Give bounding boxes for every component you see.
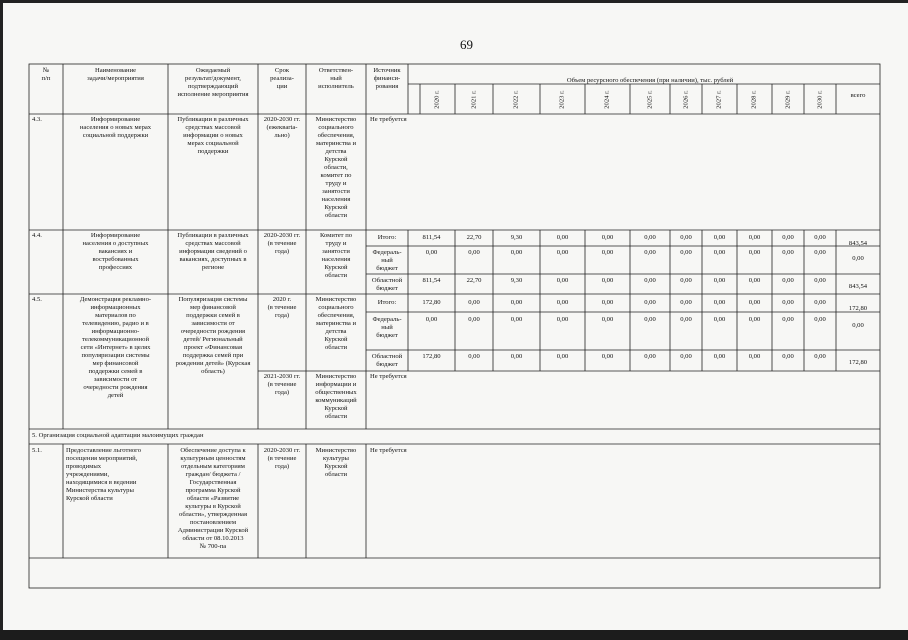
row-5-1-name: Предоставление льготного посещения мероприятий, проводимых учреждениями, находящимися в ведении Министерства культуры Курской области [66, 447, 141, 502]
funding-value: 0,00 [556, 316, 569, 323]
funding-value: 0,00 [601, 299, 614, 306]
funding-value: 0,00 [425, 316, 438, 323]
funding-value: 9,30 [510, 277, 523, 284]
page-number: 69 [460, 37, 473, 52]
row-4-3-source: Не требуется [370, 116, 407, 123]
year-header: 2023 г. [558, 90, 566, 109]
funding-value: 0,00 [814, 277, 826, 284]
funding-value: 0,00 [425, 249, 438, 256]
funding-value: 0,00 [644, 353, 656, 360]
funding-label: Итого: [377, 234, 397, 241]
year-header: 2020 г. [433, 90, 441, 109]
funding-value: 0,00 [680, 234, 692, 241]
funding-value: 0,00 [601, 316, 614, 323]
funding-value: 0,00 [644, 277, 656, 284]
funding-label: Областной бюджет [371, 277, 403, 292]
funding-value: 0,00 [510, 249, 523, 256]
year-header: 2030 г. [816, 90, 824, 109]
funding-total: 843,54 [848, 283, 868, 290]
row-5-1-term: 2020-2030 гг. (в течение года) [263, 447, 301, 470]
funding-total: 0,00 [852, 322, 864, 329]
funding-value: 0,00 [468, 353, 480, 360]
header-volume: Объем ресурсного обеспечения (при наличии), тыс. рублей [566, 77, 734, 84]
funding-total: 172,80 [848, 359, 868, 366]
header-term: Срок реализа- ции [270, 67, 294, 90]
funding-label: Итого: [377, 299, 397, 306]
header-total: всего [850, 92, 866, 99]
funding-value: 0,00 [601, 234, 614, 241]
funding-total: 172,80 [848, 305, 868, 312]
funding-value: 0,00 [510, 353, 523, 360]
header-name: Наименование задачи/мероприятия [87, 67, 144, 82]
funding-value: 0,00 [814, 316, 826, 323]
row-4-5-term: 2020 г. (в течение года) [267, 296, 297, 319]
funding-value: 0,00 [814, 249, 826, 256]
funding-value: 0,00 [748, 277, 761, 284]
funding-value: 0,00 [644, 234, 656, 241]
funding-value: 0,00 [782, 353, 794, 360]
row-4-3-result: Публикации в различных средствах массовой информации о новых мерах социальной поддержки [177, 116, 249, 155]
row-4-5-no: 4.5. [32, 296, 42, 303]
funding-value: 811,54 [422, 277, 441, 284]
funding-value: 811,54 [422, 234, 441, 241]
funding-value: 0,00 [680, 353, 692, 360]
header-no: № п/п [41, 67, 51, 82]
year-header: 2021 г. [470, 90, 478, 109]
funding-value: 0,00 [748, 299, 761, 306]
row-4-5-executor-2: Министерство информации и общественных коммуникаций Курской области [315, 373, 357, 420]
row-5-1-source: Не требуется [370, 447, 407, 454]
row-4-3-executor: Министерство социального обеспечения, материнства и детства Курской области, комитет по труду и занятости населения Курской области [315, 116, 357, 219]
funding-value: 22,70 [466, 234, 482, 241]
funding-value: 0,00 [713, 249, 726, 256]
year-header: 2024 г. [603, 90, 611, 109]
funding-value: 0,00 [782, 234, 794, 241]
row-4-4-result: Публикации в различных средствах массовой информации сведений о вакансиях, доступных в регионе [177, 232, 249, 271]
funding-value: 0,00 [782, 316, 794, 323]
year-header: 2025 г. [646, 90, 654, 109]
funding-value: 0,00 [601, 249, 614, 256]
funding-value: 0,00 [782, 249, 794, 256]
row-4-4-executor: Комитет по труду и занятости населения Курской области [319, 232, 353, 279]
row-4-3-name: Информирование населения о новых мерах социальной поддержки [79, 116, 152, 139]
header-result: Ожидаемый результат/документ, подтверждающий исполнение мероприятия [177, 67, 249, 98]
row-4-4-term: 2020-2030 гг. (в течение года) [263, 232, 301, 255]
year-header: 2026 г. [682, 90, 690, 109]
funding-value: 0,00 [713, 316, 726, 323]
funding-value: 0,00 [601, 353, 614, 360]
funding-value: 0,00 [601, 277, 614, 284]
row-4-5-executor: Министерство социального обеспечения, материнства и детства Курской области [315, 296, 357, 351]
row-5-1-executor: Министерство культуры Курской области [315, 447, 357, 478]
funding-total: 843,54 [848, 240, 868, 247]
funding-value: 0,00 [748, 316, 761, 323]
header-source: Источник финанси- рования [373, 67, 401, 90]
funding-value: 0,00 [713, 299, 726, 306]
year-header: 2029 г. [784, 90, 792, 109]
year-header: 2028 г. [750, 90, 758, 109]
funding-value: 0,00 [468, 299, 480, 306]
row-4-5-term-2: 2021-2030 гг. (в течение года) [263, 373, 301, 396]
funding-value: 0,00 [556, 234, 569, 241]
funding-value: 0,00 [510, 316, 523, 323]
funding-value: 0,00 [644, 249, 656, 256]
funding-value: 0,00 [713, 234, 726, 241]
funding-label: Федераль- ный бюджет [372, 316, 402, 339]
row-4-5-name: Демонстрация рекламно- информационных материалов по телевидению, радио и в информационно- телекоммуникационной сети «Интернет» в целях популяризации системы мер финансовой поддержки семей в зависимости от очередности рождения детей [79, 296, 152, 399]
header-executor: Ответствен- ный исполнитель [318, 67, 354, 90]
year-header: 2027 г. [715, 90, 723, 109]
funding-value: 0,00 [468, 249, 480, 256]
funding-value: 0,00 [782, 299, 794, 306]
section-5-title: 5. Организация социальной адаптации малоимущих граждан [32, 432, 204, 439]
funding-value: 0,00 [680, 249, 692, 256]
funding-value: 0,00 [556, 249, 569, 256]
funding-value: 0,00 [748, 234, 761, 241]
row-4-3-no: 4.3. [32, 116, 42, 123]
funding-value: 0,00 [680, 277, 692, 284]
funding-total: 0,00 [852, 255, 864, 262]
funding-value: 0,00 [814, 234, 826, 241]
funding-value: 0,00 [748, 353, 761, 360]
funding-value: 172,80 [422, 353, 441, 360]
funding-value: 0,00 [680, 316, 692, 323]
funding-label: Областной бюджет [371, 353, 403, 368]
funding-value: 0,00 [510, 299, 523, 306]
funding-value: 9,30 [510, 234, 523, 241]
funding-value: 0,00 [644, 299, 656, 306]
funding-value: 0,00 [814, 353, 826, 360]
funding-value: 0,00 [680, 299, 692, 306]
funding-value: 0,00 [748, 249, 761, 256]
funding-value: 0,00 [713, 353, 726, 360]
row-4-5-source-2: Не требуется [370, 373, 407, 380]
funding-value: 0,00 [713, 277, 726, 284]
funding-value: 22,70 [466, 277, 482, 284]
row-4-5-result: Популяризация системы мер финансовой поддержки семей в зависимости от очередности рождения детей/ Региональный проект «Финансовая поддержка семей при рождении детей» (Курская область) [175, 296, 251, 375]
row-5-1-no: 5.1. [32, 447, 42, 454]
row-4-3-term: 2020-2030 гг. (ежеквarta- льно) [263, 116, 301, 139]
funding-value: 0,00 [814, 299, 826, 306]
funding-value: 172,80 [422, 299, 441, 306]
funding-value: 0,00 [556, 277, 569, 284]
row-4-4-name: Информирование населения о доступных вакансиях и востребованных профессиях [82, 232, 149, 271]
funding-value: 0,00 [782, 277, 794, 284]
row-4-4-no: 4.4. [32, 232, 42, 239]
funding-label: Федераль- ный бюджет [372, 249, 402, 272]
row-5-1-result: Обеспечение доступа к культурным ценностям отдельным категориям граждан/ бюджета / Государственная программа Курской области «Развитие культуры в Курской области», утвержденная постановлением Администрации Курской области от 08.10.2013 № 700-па [177, 447, 249, 550]
year-header: 2022 г. [512, 90, 520, 109]
funding-value: 0,00 [556, 299, 569, 306]
funding-value: 0,00 [556, 353, 569, 360]
funding-value: 0,00 [468, 316, 480, 323]
funding-value: 0,00 [644, 316, 656, 323]
